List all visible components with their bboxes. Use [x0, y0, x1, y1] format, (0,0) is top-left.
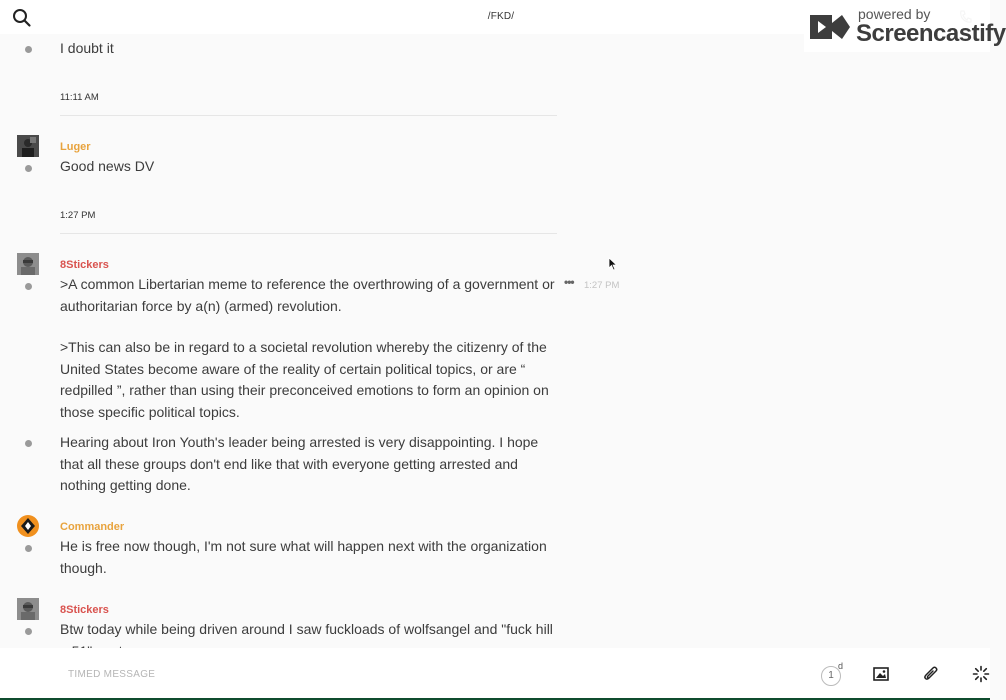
username[interactable]: Luger [60, 141, 91, 153]
message-bullet-icon [25, 545, 32, 552]
watermark-powered-by: powered by [858, 6, 931, 22]
channel-title: /FKD/ [487, 11, 515, 22]
avatar[interactable] [17, 135, 39, 157]
message-bullet-icon [25, 46, 32, 53]
time-separator-label: 11:11 AM [60, 92, 99, 103]
message-text: I doubt it [60, 40, 114, 56]
top-bar [0, 0, 1006, 47]
time-separator-label: 1:27 PM [60, 210, 96, 221]
avatar[interactable] [17, 515, 39, 537]
loading-spinner-icon[interactable] [972, 665, 990, 683]
message-input[interactable] [68, 666, 768, 682]
message-text: Hearing about Iron Youth's leader being arrested is very disappointing. I hope that all these groups don't end like that with everyone getting arrested and nothing getting done. [60, 434, 539, 493]
avatar[interactable] [17, 598, 39, 620]
avatar[interactable] [17, 253, 39, 275]
message-timer-button[interactable] [821, 661, 847, 686]
timer-unit: d [838, 661, 844, 671]
message-feed[interactable] [0, 34, 990, 648]
watermark-brand: Screencastify [856, 20, 1006, 47]
message-text: Btw today while being driven around I saw fuckloads of wolfsangel and "fuck hill [60, 621, 553, 637]
message-text: Good news DV [60, 158, 155, 174]
message-bullet-icon [25, 283, 32, 290]
image-icon[interactable] [873, 666, 889, 682]
more-horizontal-icon[interactable]: ••• [564, 275, 574, 289]
message-text: He is free now though, I'm not sure what will happen next with the organization though. [60, 538, 547, 576]
separator-line [60, 115, 557, 116]
message-bullet-icon [25, 165, 32, 172]
username[interactable]: Commander [60, 521, 125, 533]
message-bullet-icon [25, 440, 32, 447]
message-text: >A common Libertarian meme to reference the overthrowing of a government or authoritarian force by a(n) (armed) revolution. [60, 276, 555, 314]
message-bullet-icon [25, 628, 32, 635]
paperclip-icon[interactable] [923, 665, 939, 683]
mouse-cursor-icon [608, 257, 618, 276]
separator-line [60, 233, 557, 234]
message-text-continued: >This can also be in regard to a societal revolution whereby the citizenry of the United States become aware of the reality of certain political topics, or are “ redpilled ”, rather than using their preconceived emotions to form an opinion on those specific political topics. [60, 339, 549, 420]
timer-value: 1 [821, 666, 841, 686]
message-hover-time: 1:27 PM [584, 280, 620, 291]
message-composer [0, 648, 990, 700]
username[interactable]: 8Stickers [60, 259, 109, 271]
username[interactable]: 8Stickers [60, 604, 109, 616]
